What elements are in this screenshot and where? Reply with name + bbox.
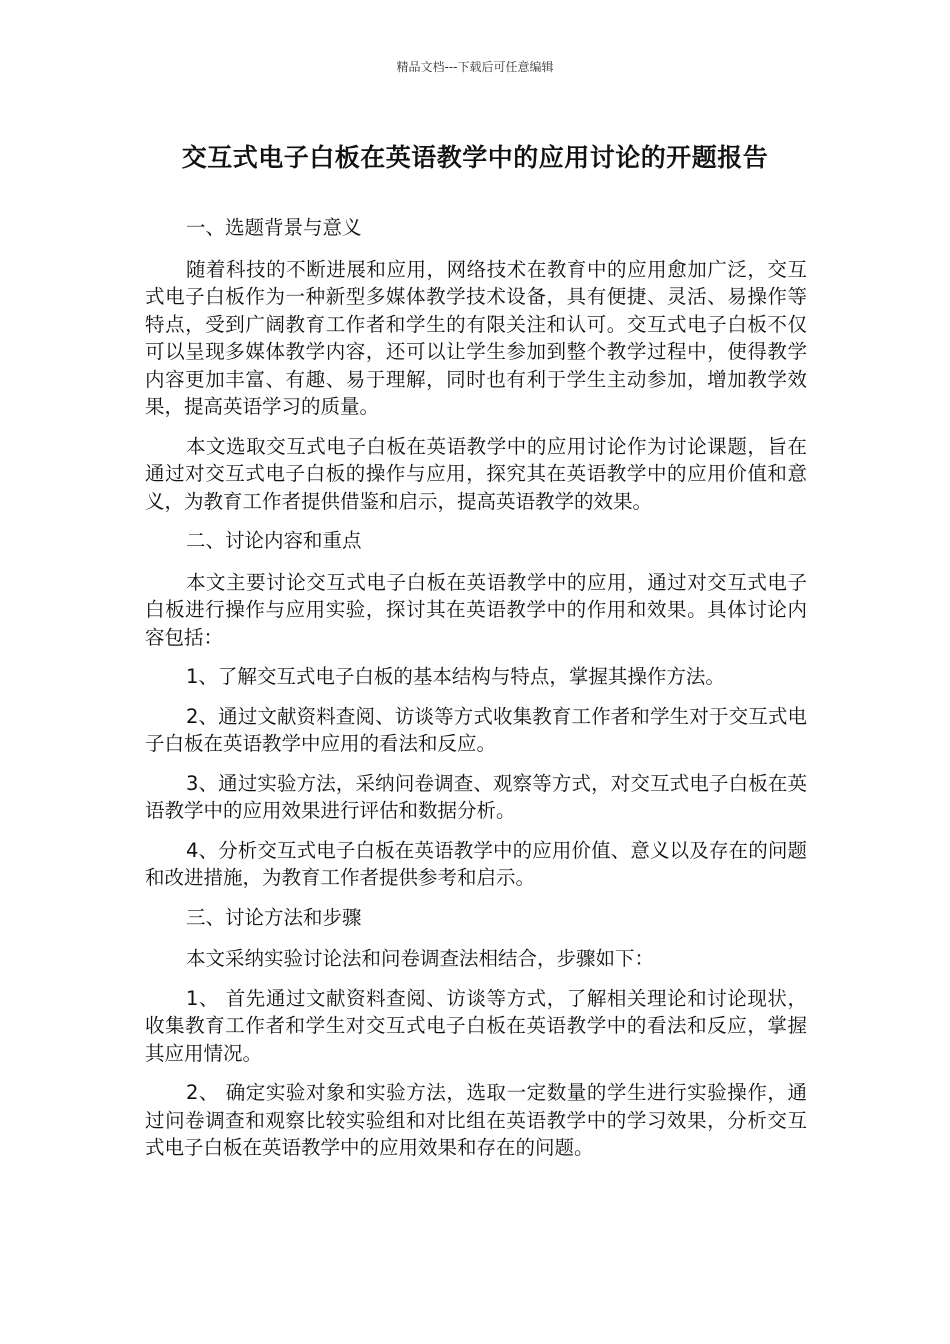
list-item-content-4: 4、分析交互式电子白板在英语教学中的应用价值、意义以及存在的问题和改进措施，为教育工作者提供参考和启示。 (145, 838, 807, 889)
list-item-content-3: 3、通过实验方法，采纳问卷调查、观察等方式，对交互式电子白板在英语教学中的应用效果进行评估和数据分析。 (145, 771, 807, 822)
list-item-methods-2: 2、 确定实验对象和实验方法，选取一定数量的学生进行实验操作，通过问卷调查和观察比较实验组和对比组在英语教学中的学习效果，分析交互式电子白板在英语教学中的应用效果和存在的问题。 (145, 1081, 807, 1159)
list-item-content-2: 2、通过文献资料查阅、访谈等方式收集教育工作者和学生对于交互式电子白板在英语教学中应用的看法和反应。 (145, 704, 807, 755)
document-body (145, 214, 807, 1174)
section-heading-methods: 三、讨论方法和步骤 (185, 905, 362, 929)
list-item-content-1: 1、了解交互式电子白板的基本结构与特点，掌握其操作方法。 (185, 665, 725, 688)
paragraph-background-2: 本文选取交互式电子白板在英语教学中的应用讨论作为讨论课题，旨在通过对交互式电子白板的操作与应用，探究其在英语教学中的应用价值和意义，为教育工作者提供借鉴和启示，提高英语教学的效果。 (145, 434, 807, 513)
paragraph-background-1: 随着科技的不断进展和应用，网络技术在教育中的应用愈加广泛，交互式电子白板作为一种新型多媒体教学技术设备，具有便捷、灵活、易操作等特点，受到广阔教育工作者和学生的有限关注和认可。交互式电子白板不仅可以呈现多媒体教学内容，还可以让学生参加到整个教学过程中，使得教学内容更加丰富、有趣、易于理解，同时也有利于学生主动参加，增加教学效果，提高英语学习的质量。 (145, 257, 807, 418)
section-heading-content: 二、讨论内容和重点 (185, 529, 362, 552)
paragraph-content-intro: 本文主要讨论交互式电子白板在英语教学中的应用，通过对交互式电子白板进行操作与应用实验，探讨其在英语教学中的作用和效果。具体讨论内容包括： (145, 570, 807, 649)
list-item-methods-1: 1、 首先通过文献资料查阅、访谈等方式，了解相关理论和讨论现状，收集教育工作者和学生对交互式电子白板在英语教学中的看法和反应，掌握其应用情况。 (145, 986, 807, 1065)
section-heading-background: 一、选题背景与意义 (185, 216, 362, 239)
header-note: 精品文档---下载后可任意编辑 (396, 60, 554, 74)
paragraph-methods-intro: 本文采纳实验讨论法和问卷调查法相结合，步骤如下： (185, 947, 654, 970)
document-title: 交互式电子白板在英语教学中的应用讨论的开题报告 (181, 143, 769, 172)
